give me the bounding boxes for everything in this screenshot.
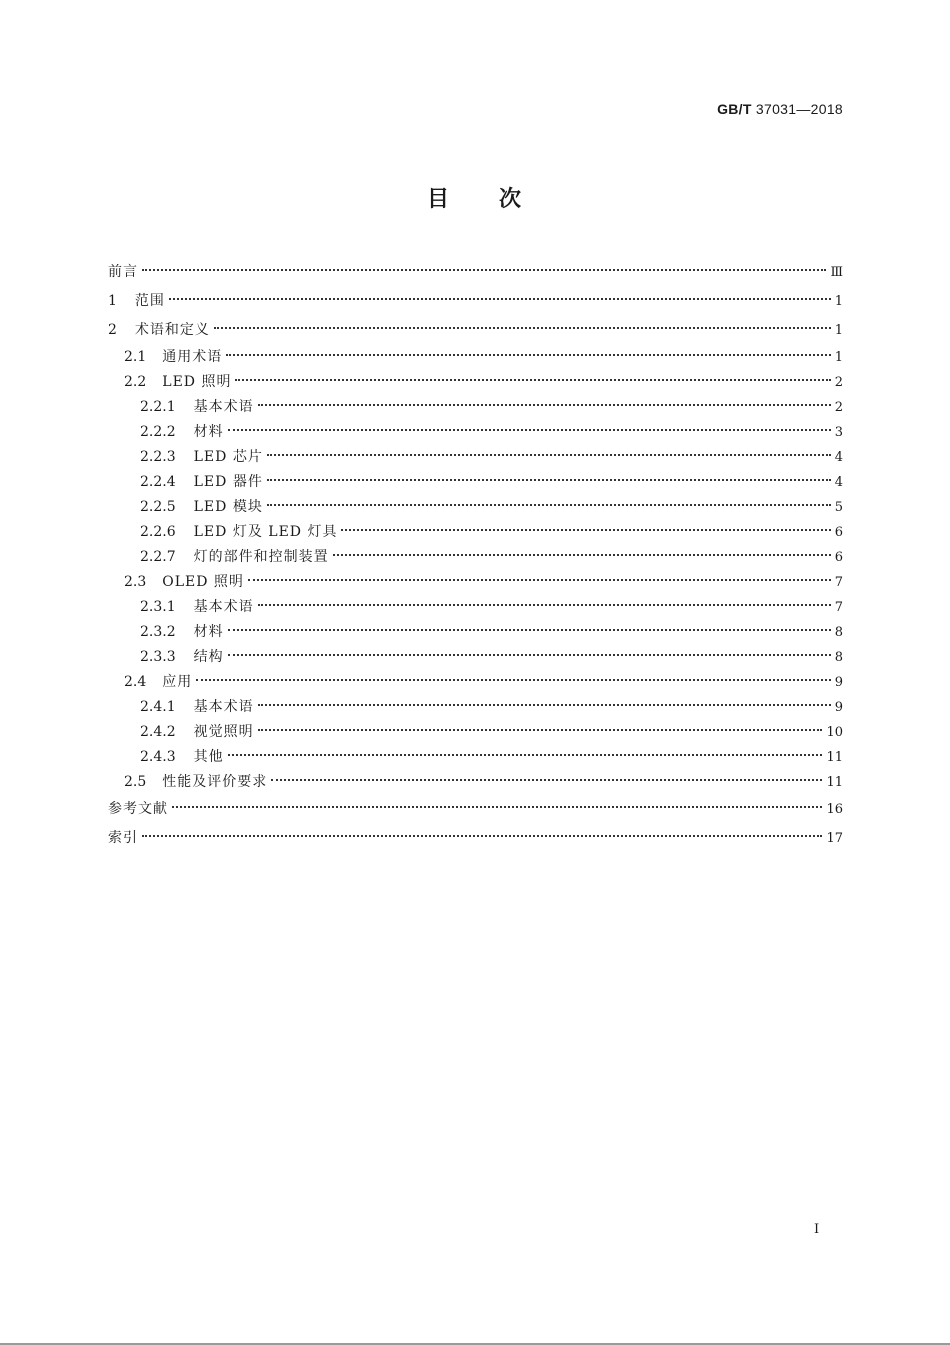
toc-entry-label: 其他	[193, 749, 224, 765]
toc-entry-number: 2.3	[124, 574, 147, 590]
toc-entry-label: 索引	[108, 830, 138, 846]
toc-entry-label: 基本术语	[193, 399, 254, 415]
toc-entry[interactable]	[108, 287, 843, 316]
toc-entry[interactable]	[108, 745, 843, 770]
toc-entry-label: 基本术语	[193, 599, 254, 615]
toc-entry[interactable]	[108, 620, 843, 645]
toc-entry[interactable]	[108, 545, 843, 570]
toc-entry-label: 视觉照明	[193, 724, 254, 740]
toc-entry-number: 2.2	[124, 374, 147, 390]
toc-entry-label: 结构	[193, 649, 224, 665]
dot-leader	[341, 529, 830, 531]
toc-entry[interactable]	[108, 470, 843, 495]
toc-entry[interactable]	[108, 370, 843, 395]
toc-entry-number: 2.4.2	[140, 724, 176, 740]
toc-entry-label: LED 芯片	[193, 449, 263, 465]
toc-entry-page: 3	[834, 425, 843, 440]
toc-entry-number: 2.5	[124, 774, 147, 790]
toc-entry-label: 前言	[108, 264, 138, 280]
dot-leader	[235, 379, 830, 381]
table-of-contents	[108, 258, 843, 853]
toc-entry-number: 2.3.3	[140, 649, 176, 665]
dot-leader	[267, 479, 831, 481]
toc-entry-number: 2.2.7	[140, 549, 176, 565]
dot-leader	[258, 404, 831, 406]
dot-leader	[248, 579, 831, 581]
toc-entry-label: LED 灯及 LED 灯具	[193, 524, 338, 540]
toc-entry[interactable]	[108, 345, 843, 370]
toc-entry-number: 2.3.2	[140, 624, 176, 640]
dot-leader	[169, 298, 831, 300]
toc-entry[interactable]	[108, 720, 843, 745]
toc-entry-page: 1	[834, 350, 843, 365]
toc-entry-page: 7	[834, 600, 843, 615]
toc-entry[interactable]	[108, 445, 843, 470]
toc-entry-number: 2.4.3	[140, 749, 176, 765]
standard-prefix: GB/T	[717, 101, 752, 117]
toc-entry[interactable]	[108, 520, 843, 545]
toc-entry-page: 1	[834, 323, 843, 338]
toc-entry[interactable]	[108, 645, 843, 670]
toc-entry-label: 范围	[134, 293, 165, 309]
toc-entry-page: 8	[834, 650, 843, 665]
dot-leader	[228, 429, 831, 431]
standard-code	[717, 101, 843, 117]
toc-entry-number: 2.2.5	[140, 499, 176, 515]
dot-leader	[142, 269, 826, 271]
dot-leader	[267, 454, 831, 456]
toc-entry-page: 2	[834, 375, 843, 390]
toc-entry[interactable]	[108, 824, 843, 853]
toc-entry-label: LED 器件	[193, 474, 263, 490]
dot-leader	[258, 729, 823, 731]
toc-entry-number: 2	[108, 322, 117, 338]
toc-entry-number: 2.2.3	[140, 449, 176, 465]
toc-entry[interactable]	[108, 420, 843, 445]
toc-entry[interactable]	[108, 395, 843, 420]
toc-entry-label: LED 照明	[162, 374, 232, 390]
toc-entry-number: 2.2.4	[140, 474, 176, 490]
toc-entry[interactable]	[108, 316, 843, 345]
toc-entry-page: 10	[826, 725, 843, 740]
toc-entry-page: 4	[834, 475, 843, 490]
toc-entry-page: Ⅲ	[830, 265, 843, 280]
toc-entry-number: 2.2.1	[140, 399, 176, 415]
toc-entry-number: 2.1	[124, 349, 147, 365]
toc-entry-number: 2.2.6	[140, 524, 176, 540]
dot-leader	[226, 354, 830, 356]
toc-entry-page: 6	[834, 550, 843, 565]
dot-leader	[142, 835, 822, 837]
toc-entry[interactable]	[108, 770, 843, 795]
standard-number: 37031—2018	[755, 101, 843, 117]
toc-entry-label: 材料	[193, 424, 224, 440]
toc-entry-number: 2.2.2	[140, 424, 176, 440]
toc-entry[interactable]	[108, 258, 843, 287]
toc-entry-number: 2.4.1	[140, 699, 176, 715]
toc-entry-page: 2	[834, 400, 843, 415]
toc-entry-number: 2.4	[124, 674, 147, 690]
toc-entry[interactable]	[108, 670, 843, 695]
toc-entry-page: 9	[834, 675, 843, 690]
toc-entry-page: 1	[834, 294, 843, 309]
toc-entry-page: 11	[826, 775, 843, 790]
toc-entry-page: 4	[834, 450, 843, 465]
toc-entry-label: 基本术语	[193, 699, 254, 715]
title-char-2: 次	[499, 187, 524, 212]
page-title	[0, 182, 950, 213]
toc-entry-label: 灯的部件和控制装置	[193, 549, 329, 565]
dot-leader	[258, 604, 831, 606]
toc-entry-page: 5	[834, 500, 843, 515]
dot-leader	[228, 654, 831, 656]
toc-entry-page: 16	[826, 802, 843, 817]
dot-leader	[228, 629, 831, 631]
toc-entry[interactable]	[108, 595, 843, 620]
toc-entry-page: 17	[826, 831, 843, 846]
dot-leader	[228, 754, 823, 756]
toc-entry-label: 材料	[193, 624, 224, 640]
dot-leader	[333, 554, 831, 556]
toc-entry-number: 2.3.1	[140, 599, 176, 615]
dot-leader	[196, 679, 830, 681]
page-number: Ⅰ	[814, 1222, 820, 1237]
toc-entry-page: 8	[834, 625, 843, 640]
toc-entry-page: 6	[834, 525, 843, 540]
toc-entry[interactable]	[108, 570, 843, 595]
dot-leader	[271, 779, 822, 781]
toc-entry[interactable]	[108, 495, 843, 520]
toc-entry-page: 9	[834, 700, 843, 715]
toc-entry-label: 术语和定义	[134, 322, 210, 338]
toc-entry-label: 性能及评价要求	[162, 774, 268, 790]
toc-entry-page: 11	[826, 750, 843, 765]
title-char-1: 目	[426, 187, 451, 212]
toc-entry-label: 通用术语	[162, 349, 223, 365]
toc-entry-label: LED 模块	[193, 499, 263, 515]
toc-entry[interactable]	[108, 695, 843, 720]
toc-entry-page: 7	[834, 575, 843, 590]
dot-leader	[267, 504, 831, 506]
toc-entry[interactable]	[108, 795, 843, 824]
toc-entry-number: 1	[108, 293, 117, 309]
dot-leader	[172, 806, 822, 808]
dot-leader	[214, 327, 831, 329]
toc-entry-label: 参考文献	[108, 801, 168, 817]
dot-leader	[258, 704, 831, 706]
toc-entry-label: OLED 照明	[162, 574, 244, 590]
toc-entry-label: 应用	[162, 674, 193, 690]
